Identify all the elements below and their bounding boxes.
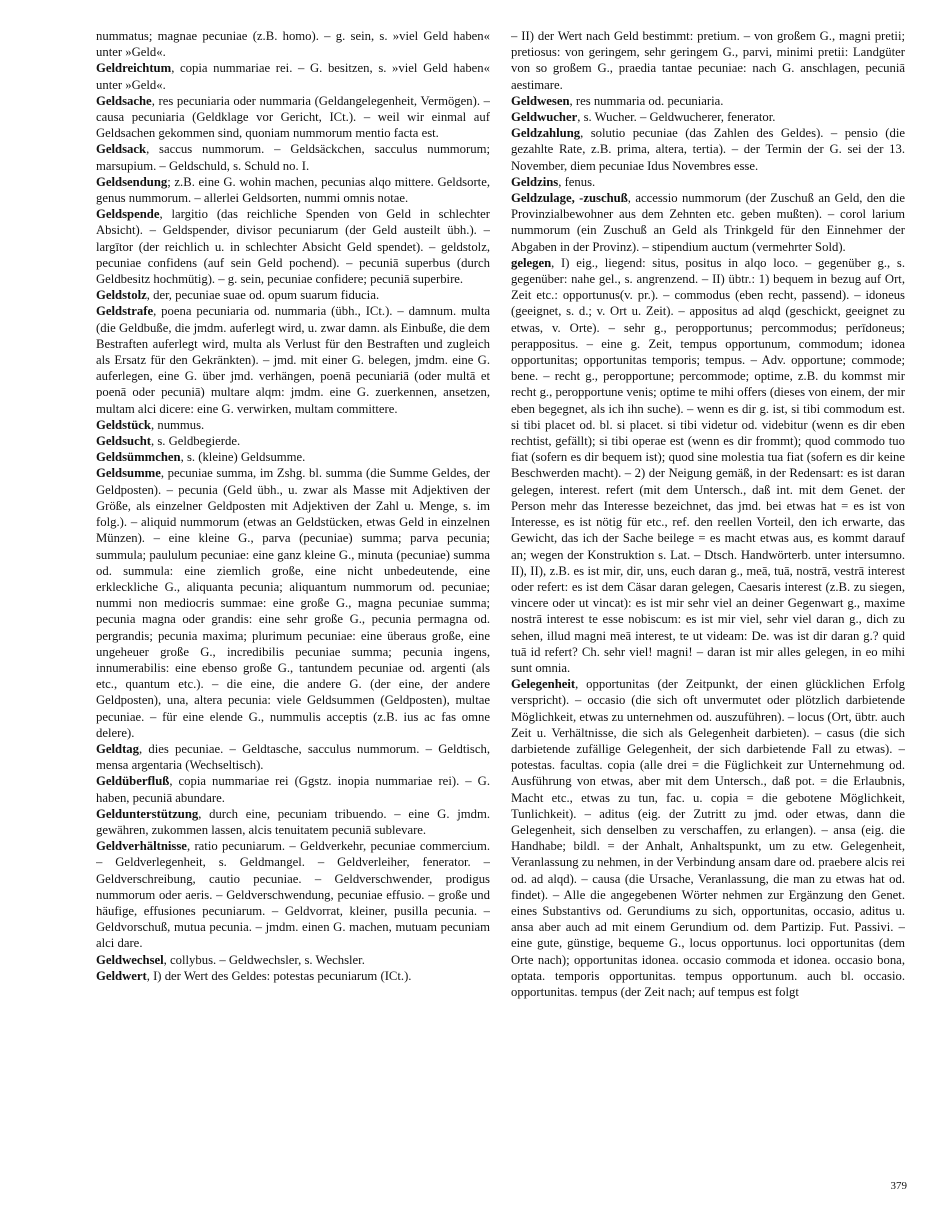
entry: Geldüberfluß, copia nummariae rei (Ggstz. inopia nummariae rei). – G. haben, pecuniā abundare.	[96, 774, 490, 805]
entry: Gelegenheit, opportunitas (der Zeitpunkt, der einen glücklichen Erfolg verspricht). – occasio (die sich oft unvermutet oder plötzlich darbietende Möglichkeit, etwas zu unternehmen od. auszuführen). – locus (Ort, übtr. auch Zeit u. Verhältnisse, die sich als Gelegenheit darbieten). – casus (die sich darbietende zufällige Gelegenheit, der sich darbietende Fall zu etwas). – potestas. facultas. copia (alle drei = die Füglichkeit zur Unternehmung od. Ausführung von etwas, aber mit dem Untersch., daß pot. = die Erlaubnis, Macht etc., etwas zu tun, fac. u. copia = die gebotene Möglichkeit, Tunlichkeit). – aditus (eig. der Zutritt zu jmd. oder etwas, dann die Gelegenheit, sich denselben zu verschaffen, zu erlangen). – ansa (eig. die Handhabe; bildl. = der Anhalt, Anhaltspunkt, um zu etw. Gelegenheit, Veranlassung zu nehmen, in der Verbindung ansam dare od. praebere alcis rei od. ad alqd). – causa (die Ursache, Veranlassung, die man zu etwas hat od. findet). – Alle die angegebenen Wörter nehmen zur Ergänzung den Genet. eines Substantivs od. Gerundiums zu sich, opportunitas, occasio, aditus u. ansa aber auch ad mit einem Gerundium od. dem Partizip. Fut. Passivi. – eine gute, günstige, bequeme G., locus opportunus. loci opportunitas (dem Orte nach); opportunitas idonea. occasio commoda et idonea. occasio bona, optata. temporis opportunitas. tempus opportunum. auch bl. occasio. opportunitas. tempus (der Zeit nach; auf tempus est folgt	[511, 677, 905, 999]
entry: Geldsumme, pecuniae summa, im Zshg. bl. summa (die Summe Geldes, der Geldposten). – pecunia (Geld übh., u. zwar als Masse mit Adjektiven der Größe, als einzelner Geldposten mit Adjektiven der Zahl u. Menge, s. im folg.). – aliquid nummorum (etwas an Geldstücken, etwas Geld in einzelnen Münzen). – eine kleine G., parva (pecuniae) summa; parva pecunia; summula; paululum pecuniae: eine ganz kleine G., minuta (pecuniae) summa od. summula: eine ziemlich große, eine nicht unbedeutende, eine erkleckliche G., aliquanta pecunia; aliquantum nummorum od. pecuniae; nummi non mediocris summae: eine große G., magna pecuniae summa; pecunia magna oder grandis: eine sehr große G., pecunia permagna od. pergrandis; pecunia maxima; plurimum pecuniae: eine überaus große, eine ungeheuer große G., incredibilis pecuniae summa; pecunia ingens, innumerabilis: eine ebenso große G., tantundem pecuniae od. argenti (als etc., quantum etc.). – die eine, die andere G. (der eine, der andere Geldposten), una, altera pecunia: viele Geldsummen (Geldposten), multae pecuniae. – für eine elende G., nummulis acceptis (z.B. ius ac fas omne delere).	[96, 466, 490, 740]
entry: Geldsache, res pecuniaria oder nummaria (Geldangelegenheit, Vermögen). – causa pecuniaria (Geldklage vor Gericht, ICt.). – weil wir einmal auf Geldsachen gekommen sind, quoniam nummorum mentio facta est.	[96, 93, 490, 141]
entry: – II) der Wert nach Geld bestimmt: pretium. – von großem G., magni pretii; pretiosus: von geringem, sehr geringem G., parvi, minimi pretii: Landgüter von so großem G., praedia tantae pecuniae: nach G. anschlagen, pecuniā aestimare.	[511, 29, 905, 92]
entry: nummatus; magnae pecuniae (z.B. homo). – g. sein, s. »viel Geld haben« unter »Geld«.	[96, 29, 490, 60]
page-number: 379	[890, 1180, 907, 1192]
entry: Geldzulage, -zuschuß, accessio nummorum (der Zuschuß an Geld, den die Provinzialbewohner aus dem Zehnten etc. geben mußten). – corol larium nummorum (ein Zuschuß an Geld als Trinkgeld für den Einnehmer der Abgaben in der Provinz). – stipendium auctum (vermehrter Sold).	[511, 191, 905, 254]
entry: Geldwert, I) der Wert des Geldes: potestas pecuniarum (ICt.).	[96, 968, 412, 983]
entry: Geldzahlung, solutio pecuniae (das Zahlen des Geldes). – pensio (die gezahlte Rate, z.B. prima, altera, tertia). – der Termin der G. sei der 13. November, diem pecuniae Idus Novembres esse.	[511, 126, 905, 173]
entry: Geldstolz, der, pecuniae suae od. opum suarum fiducia.	[96, 288, 380, 303]
left-column	[96, 28, 490, 1186]
entry: Geldsack, saccus nummorum. – Geldsäckchen, sacculus nummorum; marsupium. – Geldschuld, s. Schuld no. I.	[96, 142, 490, 173]
entry: Geldstück, nummus.	[96, 417, 205, 432]
entry: gelegen, I) eig., liegend: situs, positus in alqo loco. – gegenüber g., s. gegenüber: nahe gel., s. angrenzend. – II) übtr.: 1) bequem in bezug auf Ort, Zeit etc.: opportunus(v. pr.). – commodus (eben recht, passend). – idoneus (geeignet, s. d.; v. Ort u. Zeit). – appositus ad alqd (geschickt, geeignet zu etwas, v. Orte). – sehr g., peropportunus; percommodus; perīdoneus; perappositus. – eine g. Zeit, tempus opportunum, commodum; idonea opportunitas; opportunitas temporis; tempus. – Adv. opportune; commode; bene. – recht g., peropportune; percommode; optime, z.B. du kommst mir recht g., peropportune venis; optime te mihi offers (dieses von einem, der mir eben begegnet, als ich ihn suche). – wenn es dir g. ist, si tibi commodum est. si tibi placet od. bl. si placet. si tibi videtur od. videbitur (wenn es dir eben rechtist, gefällt); si tibi operae est (wenn es dir frommt); quod commodo tuo fiat (sofern es dir bequem ist); quod sine molestia tua fiat (sofern es dir keine Beschwerden macht). – 2) der Neigung gemäß, in der Redensart: es ist daran gelegen, interest. refert (mit dem Untersch., daß int. mit dem Genet. der Person mehr das Interesse bezeichnet, das jmd. bei etwas hat = es ist von Interesse, es ist nötig für etc., ref. den reellen Vorteil, den ich erwarte, das Gewicht, das ich der Sache beilege = es macht etwas aus, es kommt darauf an; wegen der Konstruktion s. Lat. – Dtsch. Handwörterb. unter intersumno. II), II), z.B. es ist mir, dir, uns, euch daran g., meā, tuā, nostrā, vestrā interest oder refert: es ist dem Cäsar daran gelegen, Caesaris interest (z.B. zu siegen, vincere oder ut vincat): es ist mir sehr viel an deiner Gegenwart g., maxime nostrā interest te esse nobiscum: es ist mir viel, sehr viel daran g., dich zu sehen, illud magni meā interest, te ut videam: De. was ist dir daran g.? quid tuā id refert? Ch. sehr viel! magni! – daran ist mir alles gelegen, in eo mihi sunt omnia.	[511, 255, 905, 675]
entry: Geldsümmchen, s. (kleine) Geldsumme.	[96, 450, 306, 465]
entry: Geldverhältnisse, ratio pecuniarum. – Geldverkehr, pecuniae commercium. – Geldverlegenheit, s. Geldmangel. – Geldverleiher, fenerator. – Geldverschreibung, cautio pecuniae. – Geldverschwender, prodigus nummorum oder aeris. – Geldverschwendung, pecuniae effusio. – große und häufige, effusiones pecuniarum. – Geldvorrat, kleiner, pusilla pecunia. – Geldvorschuß, mutua pecunia. – jmdm. einen G. machen, mutuam pecuniam alci dare.	[96, 839, 490, 951]
entry: Geldwucher, s. Wucher. – Geldwucherer, fenerator.	[511, 110, 776, 125]
entry: Geldwesen, res nummaria od. pecuniaria.	[511, 93, 724, 108]
entry: Geldreichtum, copia nummariae rei. – G. besitzen, s. »viel Geld haben« unter »Geld«.	[96, 61, 490, 92]
entry: Geldwechsel, collybus. – Geldwechsler, s. Wechsler.	[96, 952, 365, 967]
entry: Geldsucht, s. Geldbegierde.	[96, 434, 241, 449]
entry: Geldtag, dies pecuniae. – Geldtasche, sacculus nummorum. – Geldtisch, mensa argentaria (Wechseltisch).	[96, 741, 490, 773]
entry: Geldspende, largitio (das reichliche Spenden von Geld in schlechter Absicht). – Geldspender, divisor pecuniarum (der Geld austeilt übh.). – largītor (der reichlich u. in schlechter Absicht Geld spendet). – geldstolz, pecuniae confidens (auf sein Geld pochend). – pecuniā superbus (durch Geldbesitz hochmütig). – g. sein, pecuniae confidere; pecuniā superbire.	[96, 207, 490, 287]
right-column	[511, 28, 905, 1186]
entry: Geldunterstützung, durch eine, pecuniam tribuendo. – eine G. jmdm. gewähren, zukommen lassen, alcis tenuitatem pecuniā sublevare.	[96, 806, 490, 837]
entry: Geldzins, fenus.	[511, 174, 596, 189]
entry: Geldsendung; z.B. eine G. wohin machen, pecunias alqo mittere. Geldsorte, genus nummorum. – allerlei Geldsorten, nummi omnis notae.	[96, 174, 490, 206]
entry: Geldstrafe, poena pecuniaria od. nummaria (übh., ICt.). – damnum. multa (die Geldbuße, die jmdm. auferlegt wird, u. zwar damn. als Einbuße, die dem Bestraften auferlegt wird, multa als Verlust für den Bestraften und zugleich als Ersatz für den Gekränkten). – jmd. mit einer G. belegen, jmdm. eine G. auferlegen, eine G. über jmd. verhängen, poenā pecuniariā (oder multā et poenā oder pecuniā) multare alqm: jmdm. eine G. zuerkennen, ansetzen, multam alci dicere: eine G. verwirken, multam committere.	[96, 304, 490, 416]
